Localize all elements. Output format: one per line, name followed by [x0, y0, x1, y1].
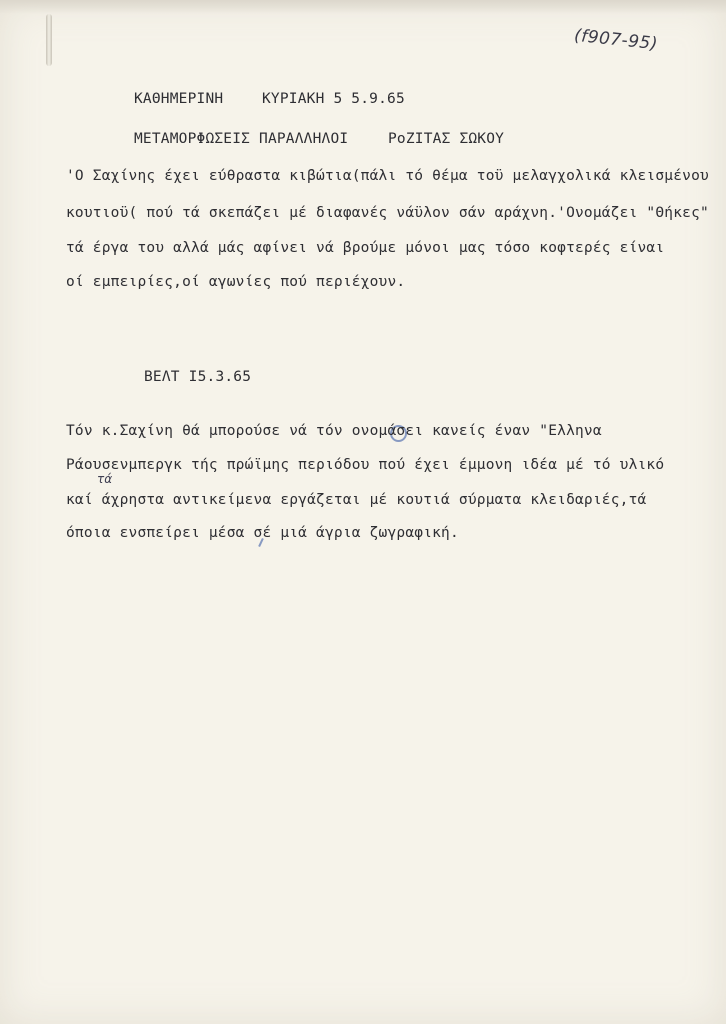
article-author: ΡοΖΙΤΑΣ ΣΩΚΟΥ [388, 131, 505, 147]
publication-date: ΚΥΡΙΑΚΗ 5 5.9.65 [262, 91, 405, 107]
paragraph1-line2: κουτιοϋ( πού τά σκεπάζει μέ διαφανές νάϋλον σάν αράχνη.'Ονομάζει "Θήκες" [66, 205, 709, 221]
paragraph1-line4: οί εμπειρίες,οί αγωνίες πού περιέχουν. [66, 274, 406, 290]
paragraph2-line1: Τόν κ.Σαχίνη θά μπορούσε νά τόν ονομάσει κανείς έναν "Ελληνα [66, 423, 602, 439]
paragraph2-line3: καί άχρηστα αντικείμενα εργάζεται μέ κουτιά σύρματα κλειδαριές,τά [66, 492, 647, 508]
staple-mark [46, 14, 52, 66]
section2-header: ΒΕΛΤ Ι5.3.65 [144, 369, 252, 385]
paragraph1-line1: 'Ο Σαχίνης έχει εύθραστα κιβώτια(πάλι τό θέμα τοϋ μελαγχολικά κλεισμένου [66, 168, 709, 184]
paragraph2-line4: όποια ενσπείρει μέσα σέ μιά άγρια ζωγραφική. [66, 525, 459, 541]
paragraph2-line2: Ράουσενμπεργκ τής πρώϊμης περιόδου πού έχει έμμονη ιδέα μέ τό υλικό [66, 457, 665, 473]
article-title: ΜΕΤΑΜΟΡΦΩΣΕΙΣ ΠΑΡΑΛΛΗΛΟΙ [134, 131, 349, 147]
handwritten-archive-note: (f907-95) [573, 25, 659, 55]
handwritten-insert: τά [97, 472, 113, 486]
paragraph1-line3: τά έργα του αλλά μάς αφίνει νά βρούμε μόνοι μας τόσο κοφτερές είναι [66, 240, 665, 256]
newspaper-name: ΚΑΘΗΜΕΡΙΝΗ [134, 91, 224, 107]
page-top-edge [0, 0, 726, 14]
